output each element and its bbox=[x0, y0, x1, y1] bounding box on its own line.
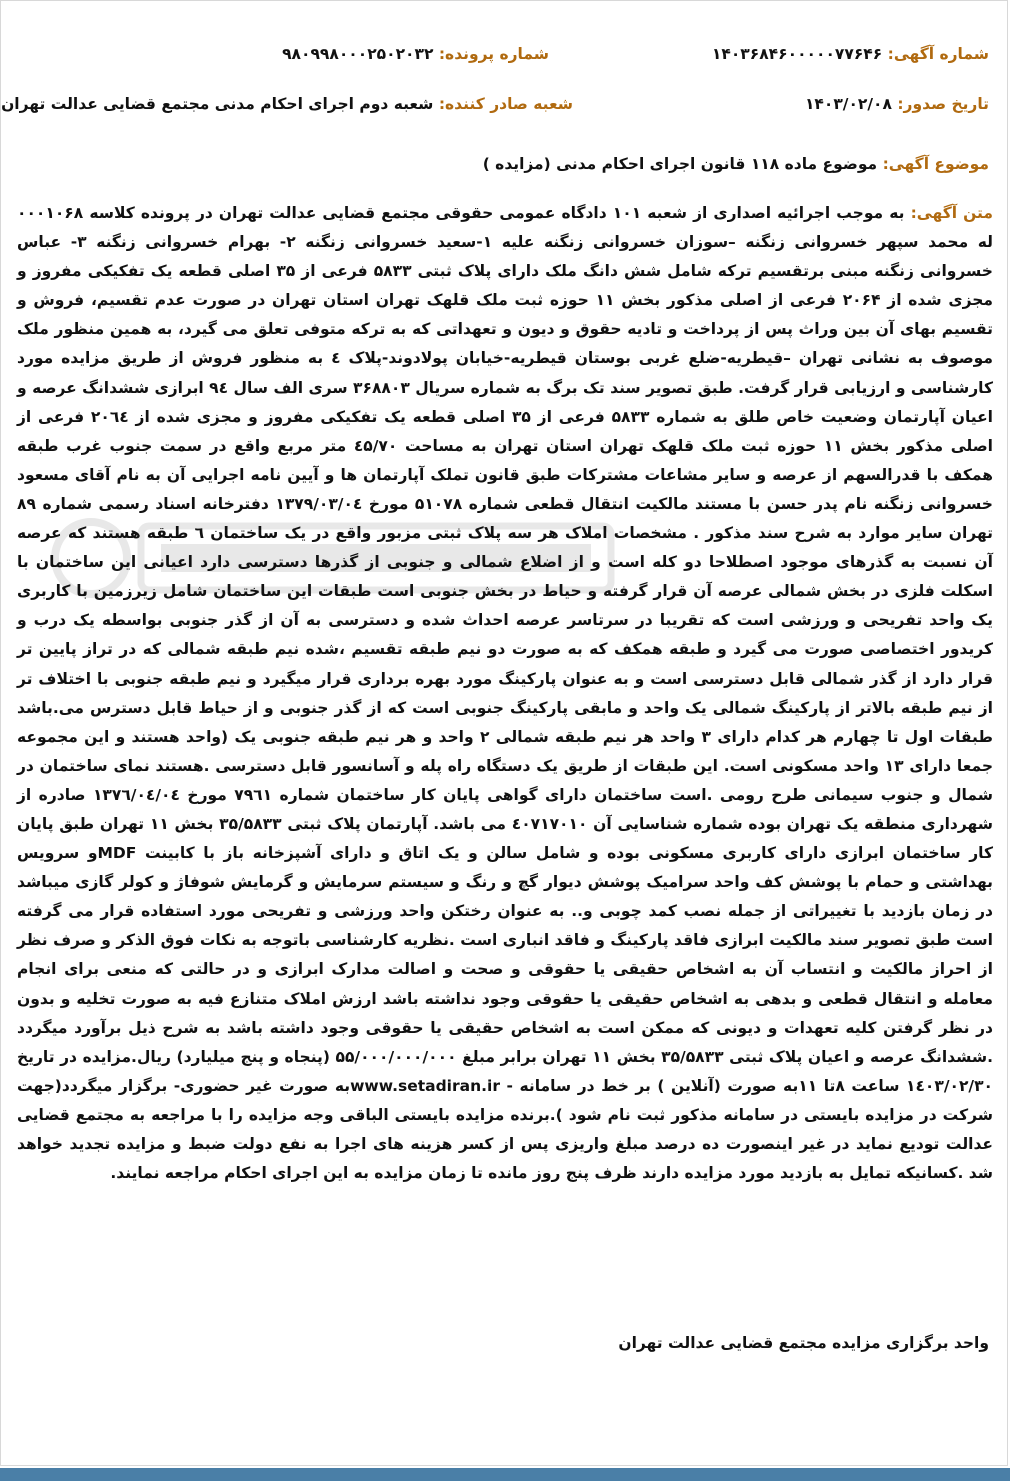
subject-label: موضوع آگهی: bbox=[882, 155, 989, 173]
issue-date-row bbox=[805, 95, 989, 113]
issue-date: ۱۴۰۳/۰۲/۰۸ bbox=[804, 95, 892, 113]
issue-date-label: تاریخ صدور: bbox=[897, 95, 989, 113]
ad-number-row bbox=[712, 45, 989, 63]
subject-row bbox=[483, 155, 989, 173]
issuer-row bbox=[1, 95, 573, 113]
case-number-row bbox=[282, 45, 549, 63]
bottom-bar bbox=[0, 1468, 1010, 1481]
issuer: شعبه دوم اجرای احکام مدنی مجتمع قضایی عدالت تهران bbox=[1, 95, 434, 113]
notice-body bbox=[17, 199, 993, 1188]
issuer-signature: واحد برگزاری مزایده مجتمع قضایی عدالت تهران bbox=[618, 1334, 989, 1352]
case-number-label: شماره پرونده: bbox=[438, 45, 549, 63]
subject-text: موضوع ماده ۱۱۸ قانون اجرای احکام مدنی (مزایده ) bbox=[482, 155, 878, 173]
body-text: به موجب اجرائیه اصداری از شعبه ۱۰۱ دادگاه عمومی حقوقی مجتمع قضایی عدالت تهران در پرونده کلاسه ۰۰۰۱۰۶۸ له محمد سپهر خسروانی زنگنه –سوزان خسروانی زنگنه علیه ۱-سعید خسروانی زنگنه ۲- بهرام خسروانی زنگنه ۳- عباس خسروانی زنگنه مبنی برتقسیم ترکه شامل شش دانگ ملک دارای پلاک ثبتی ۵۸۳۳ فرعی از ۳۵ اصلی قطعه یک تفکیکی مفروز و مجزی شده از ۲۰۶۴ فرعی از اصلی مذکور بخش ۱۱ حوزه ثبت ملک قلهک تهران استان تهران در صورت عدم تقسیم، فروش و تقسیم بهای آن بین وراث پس از پرداخت و تادیه حقوق و دیون و تعهداتی که به ترکه متوفی تعلق می گیرد، به همین منظور ملک موصوف به نشانی تهران –قیطریه-ضلع غربی بوستان قیطریه-خیابان پولادوند-پلاک ٤ به منظور فروش از طریق مزایده مورد کارشناسی و ارزیابی قرار گرفت. طبق تصویر سند تک برگ به شماره سریال ۳۶۸۸۰۳ سری الف سال ۹٤ ابرازی ششدانگ عرصه و اعیان آپارتمان وضعیت خاص طلق به شماره ۵۸۳۳ فرعی از ۳۵ اصلی قطعه یک تفکیکی مفروز و مجزی شده از ۲۰٦٤ فرعی از اصلی مذکور بخش ۱۱ حوزه ثبت ملک قلهک تهران استان تهران به مساحت ٤۵/۷۰ متر مربع واقع در سمت جنوب غرب طبقه همکف با قدرالسهم از عرصه و سایر مشاعات مشترکات طبق قانون تملک آپارتمان ها و آیین نامه اجرایی آن به نام آقای مسعود خسروانی زنگنه نام پدر حسن با مستند مالکیت انتقال قطعی شماره ۵۱۰۷۸ مورخ ۱۳۷۹/۰۳/۰٤ دفترخانه اسناد رسمی شماره ۸۹ تهران سایر موارد به شرح سند مذکور . مشخصات املاک هر سه پلاک ثبتی مزبور واقع در یک ساختمان ٦ طبقه هستند که عرصه آن نسبت به گذرهای موجود اصطلاحا دو کله است و از اضلاع شمالی و جنوبی از گذرها دسترسی دارد اعیانی این ساختمان با اسکلت فلزی در بخش شمالی عرصه آن قرار گرفته و حیاط در بخش جنوبی است طبقات این ساختمان شامل زیرزمین با کاربری یک واحد تفریحی و ورزشی است که تقریبا در سرتاسر عرصه احداث شده و دسترسی به آن از گذر جنوبی بواسطه یک درب و کریدور اختصاصی صورت می گیرد و طبقه همکف که به صورت دو نیم طبقه تقسیم ،شده نیم طبقه شمالی که در تراز پایین تر قرار دارد از گذر شمالی قابل دسترسی است و به عنوان پارکینگ مورد بهره برداری قرار میگیرد و نیم طبقه جنوبی با اختلاف تر از نیم طبقه بالاتر از پارکینگ شمالی یک واحد و مابقی پارکینگ جنوبی است که از گذر جنوبی و از حیاط قابل دسترس می.باشد طبقات اول تا چهارم هر کدام دارای ۳ واحد هر نیم طبقه شمالی ۲ واحد و هر نیم طبقه جنوبی یک (واحد هستند و این مجموعه جمعا دارای ۱۳ واحد مسکونی است. این طبقات از طریق یک دستگاه راه پله و آسانسور قابل دسترسی .هستند نمای ساختمان در شمال و جنوب سیمانی طرح رومی .است ساختمان دارای گواهی پایان کار ساختمان شماره ۷۹٦۱ مورخ ۱۳۷٦/۰٤/۰٤ صادره از شهرداری منطقه یک تهران بوده شماره شناسایی آن ٤۰۷۱۷۰۱۰ می باشد. آپارتمان پلاک ثبتی ۳۵/۵۸۳۳ بخش ۱۱ تهران طبق پایان کار ساختمان ابرازی دارای کاربری مسکونی بوده و شامل سالن و یک اتاق و دارای آشپزخانه باز با کابینت MDFو سرویس بهداشتی و حمام با پوشش کف واحد سرامیک پوشش دیوار گچ و رنگ و سیستم سرمایش و گرمایش شوفاژ و کولر گازی میباشد در زمان بازدید با تغییراتی از جمله نصب کمد چوبی و.. به عنوان رختکن واحد ورزشی و تفریحی مورد استفاده قرار می گرفته است طبق تصویر سند مالکیت ابرازی فاقد پارکینگ و فاقد انباری است .نظریه کارشناسی باتوجه به نکات فوق الذکر و صرف نظر از احراز مالکیت و انتساب آن به اشخاص حقیقی یا حقوقی و صحت و اصالت مدارک ابرازی و در حالتی که منعی برای انجام معامله و انتقال قطعی و بدهی به اشخاص حقیقی یا حقوقی وجود نداشته باشد ارزش املاک متنازع فیه به صورت تخلیه و بدون در نظر گرفتن کلیه تعهدات و دیونی که ممکن است به اشخاص حقیقی یا حقوقی وجود داشته باشد به شرح ذیل برآورد میگردد .ششدانگ عرصه و اعیان پلاک ثبتی ۳۵/۵۸۳۳ بخش ۱۱ تهران برابر مبلغ ۵۵/۰۰۰/۰۰۰/۰۰۰ (پنجاه و پنج میلیارد) ریال.مزایده در تاریخ ۱٤۰۳/۰۲/۳۰ ساعت ۸تا ۱۱به صورت (آنلاین ) بر خط در سامانه - www.setadiran.irبه صورت غیر حضوری- برگزار میگردد(جهت شرکت در مزایده بایستی در سامانه مذکور ثبت نام شود ).برنده مزایده بایستی الباقی وجه مزایده را با مراجعه به مجتمع قضایی عدالت تودیع نماید در غیر اینصورت ده درصد مبلغ واریزی پس از کسر هزینه های اجرا به نفع دولت ضبط و مزایده تجدید خواهد شد .کسانیکه تمایل به بازدید مورد مزایده دارند ظرف پنج روز مانده تا زمان مزایده به این اجرای احکام مراجعه نمایند. bbox=[17, 204, 994, 1183]
case-number: ۹۸۰۹۹۸۰۰۰۲۵۰۲۰۳۲ bbox=[282, 45, 434, 63]
issuer-label: شعبه صادر کننده: bbox=[438, 95, 573, 113]
ad-number-label: شماره آگهی: bbox=[887, 45, 989, 63]
body-label: متن آگهی: bbox=[910, 204, 993, 222]
ad-number: ۱۴۰۳۶۸۴۶۰۰۰۰۰۷۷۶۴۶ bbox=[711, 45, 883, 63]
